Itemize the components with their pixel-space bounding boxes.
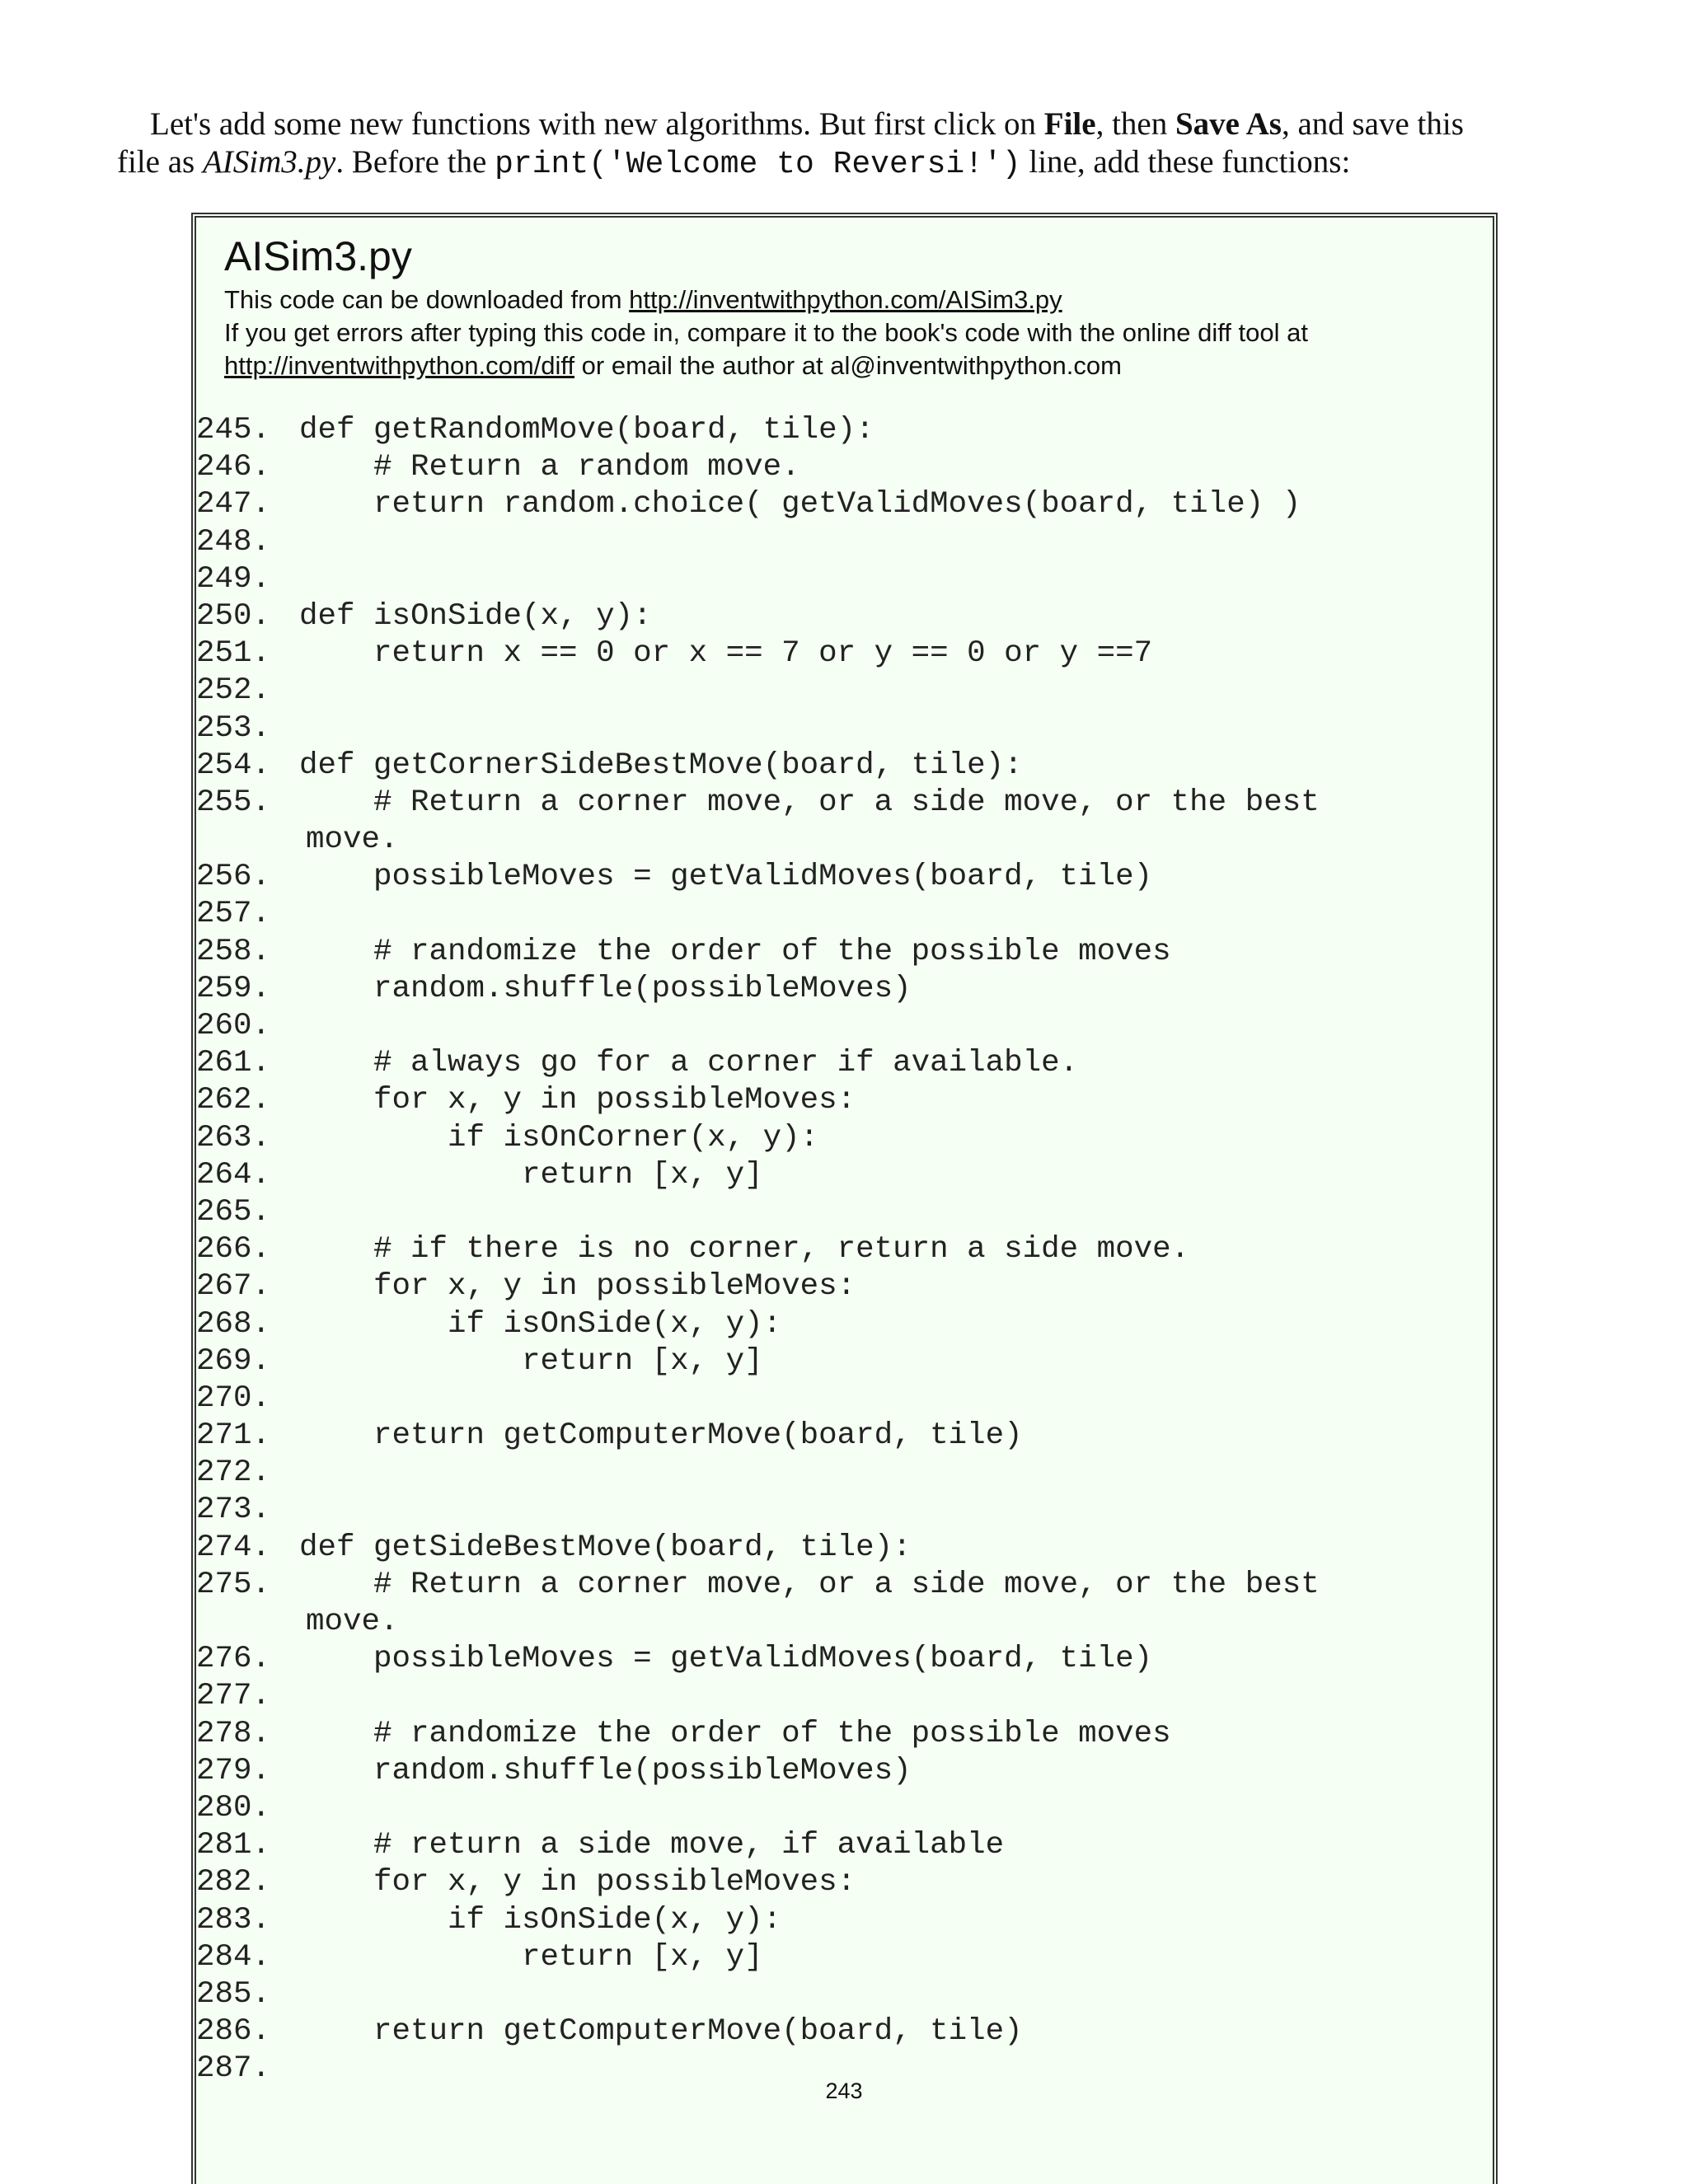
line-number: 255. [196,785,271,820]
listing-title: AISim3.py [224,233,412,279]
code-text: # if there is no corner, return a side move. [262,1232,1190,1268]
code-line [196,1827,1482,1864]
code-text: possibleMoves = getValidMoves(board, tile) [262,860,1153,895]
code-line [196,1864,1482,1901]
code-line [196,561,1482,598]
line-number: 267. [196,1269,271,1305]
code-line [196,1418,1482,1455]
code-line [196,1194,1482,1231]
line-number: 277. [196,1679,271,1714]
code-text: def getSideBestMove(board, tile): [262,1530,912,1565]
diff-line [224,349,1477,382]
line-number: 268. [196,1306,271,1342]
code-line-wrap: move. [306,823,399,858]
code-text: # Return a random move. [262,450,800,485]
email-text: or email the author at al@inventwithpython.com [574,351,1122,380]
code-text [262,897,299,931]
intro-text: , and save this [1281,106,1464,142]
intro-text: file as [117,144,203,180]
line-number: 287. [196,2051,271,2087]
code-text: random.shuffle(possibleMoves) [262,971,912,1006]
line-number: 259. [196,971,271,1006]
line-number: 273. [196,1493,271,1528]
code-line [196,896,1482,933]
code-text [262,1493,299,1527]
code-text [262,711,299,746]
menu-file-label: File [1043,106,1096,142]
code-line [196,710,1482,748]
code-line [196,971,1482,1008]
line-number: 283. [196,1902,271,1938]
download-line [224,284,1477,316]
code-line [196,1976,1482,2013]
filename-text: AISim3.py [202,144,336,180]
line-number: 260. [196,1009,271,1043]
code-line [196,748,1482,785]
code-line [196,1231,1482,1268]
line-number: 285. [196,1976,271,2012]
code-line [196,598,1482,635]
line-number: 246. [196,450,271,485]
code-text: for x, y in possibleMoves: [262,1865,856,1900]
code-text [262,1679,299,1713]
line-number: 258. [196,934,271,969]
line-number: 248. [196,524,271,560]
errors-line: If you get errors after typing this code in, compare it to the book's code with the online diff tool at [224,318,1308,347]
code-text [262,525,299,560]
code-line [196,1082,1482,1119]
intro-text: . Before the [335,144,495,180]
line-number: 278. [196,1716,271,1751]
code-text [262,1977,299,2012]
line-number: 254. [196,748,271,783]
code-text: def getCornerSideBestMove(board, tile): [262,748,1023,783]
code-text [262,1195,299,1230]
line-number: 264. [196,1157,271,1193]
code-text: def isOnSide(x, y): [262,598,652,634]
code-line [196,1567,1482,1604]
line-number: 265. [196,1194,271,1230]
line-number: 257. [196,897,271,932]
code-text: return [x, y] [262,1939,763,1975]
code-text: possibleMoves = getValidMoves(board, tile) [262,1642,1153,1677]
code-text: for x, y in possibleMoves: [262,1083,856,1118]
diff-link[interactable]: http://inventwithpython.com/diff [224,351,575,380]
line-number: 247. [196,487,271,523]
code-text [262,1009,299,1043]
code-line [196,1902,1482,1939]
code-line [196,1380,1482,1418]
code-line-wrap: move. [306,1605,399,1639]
line-number: 271. [196,1418,271,1454]
code-line [196,1641,1482,1678]
inline-code: print('Welcome to Reversi!') [495,147,1021,182]
intro-text: line, add these functions: [1020,144,1351,180]
code-line [196,524,1482,561]
code-text: random.shuffle(possibleMoves) [262,1753,912,1788]
line-number: 281. [196,1828,271,1863]
code-text: return random.choice( getValidMoves(board, tile) ) [262,487,1301,523]
code-line [196,1530,1482,1567]
code-line [196,1008,1482,1045]
code-text: # Return a corner move, or a side move, or the best [262,1567,1320,1602]
download-link[interactable]: http://inventwithpython.com/AISim3.py [629,285,1062,314]
code-line [196,1120,1482,1157]
line-number: 253. [196,710,271,746]
menu-save-as-label: Save As [1175,106,1282,142]
line-number: 282. [196,1865,271,1900]
code-text: # randomize the order of the possible moves [262,1716,1171,1751]
code-line [196,1790,1482,1827]
intro-paragraph [117,105,1568,184]
code-text: if isOnCorner(x, y): [262,1120,819,1155]
code-line [196,2013,1482,2050]
code-line [196,1939,1482,1976]
line-number: 245. [196,413,271,448]
line-number: 279. [196,1753,271,1788]
line-number: 262. [196,1083,271,1118]
code-text: # Return a corner move, or a side move, or the best [262,785,1320,820]
code-text [262,1791,299,1825]
code-line [196,1716,1482,1753]
code-text [262,1381,299,1416]
code-text [262,562,299,597]
code-text: if isOnSide(x, y): [262,1306,782,1342]
line-number: 276. [196,1642,271,1677]
line-number: 252. [196,673,271,709]
code-line [196,859,1482,896]
line-number: 261. [196,1046,271,1081]
code-line [196,635,1482,673]
code-line [196,486,1482,523]
code-text: return getComputerMove(board, tile) [262,2014,1023,2050]
code-line [196,673,1482,710]
code-line [196,1045,1482,1082]
line-number: 263. [196,1120,271,1155]
line-number: 266. [196,1232,271,1268]
code-text: # always go for a corner if available. [262,1046,1079,1081]
intro-text: , then [1095,106,1175,142]
code-line [196,1678,1482,1715]
download-text: This code can be downloaded from [224,285,630,314]
code-text: return [x, y] [262,1343,763,1379]
code-line [196,1492,1482,1529]
code-listing-box [191,213,1498,2184]
code-line [196,1157,1482,1194]
code-text: if isOnSide(x, y): [262,1902,782,1938]
intro-text: Let's add some new functions with new algorithms. But first click on [150,106,1044,142]
code-text: def getRandomMove(board, tile): [262,413,874,448]
listing-info [224,284,1477,382]
code-line [196,934,1482,971]
line-number: 284. [196,1939,271,1975]
code-line [196,1306,1482,1343]
line-number: 256. [196,860,271,895]
code-text: for x, y in possibleMoves: [262,1269,856,1305]
code-text: return x == 0 or x == 7 or y == 0 or y ==7 [262,636,1153,672]
code-line [196,412,1482,449]
code-block [196,412,1482,2088]
line-number: 274. [196,1530,271,1565]
line-number: 286. [196,2014,271,2050]
code-line [196,785,1482,822]
code-text [262,673,299,708]
code-text: return [x, y] [262,1157,763,1193]
code-line [196,1753,1482,1790]
code-line [196,1343,1482,1380]
code-text: # randomize the order of the possible moves [262,934,1171,969]
code-line [196,1268,1482,1305]
line-number: 280. [196,1790,271,1825]
line-number: 275. [196,1567,271,1602]
intro-line-1 [117,105,1568,143]
line-number: 250. [196,598,271,634]
line-number: 272. [196,1455,271,1491]
line-number: 249. [196,561,271,597]
line-number: 269. [196,1343,271,1379]
line-number: 270. [196,1380,271,1416]
code-text [262,1455,299,1490]
code-line [196,1455,1482,1492]
intro-line-2 [117,144,1350,180]
page-number: 243 [825,2079,863,2103]
line-number: 251. [196,636,271,672]
code-text: # return a side move, if available [262,1828,1005,1863]
code-text: return getComputerMove(board, tile) [262,1418,1023,1454]
code-line [196,449,1482,486]
